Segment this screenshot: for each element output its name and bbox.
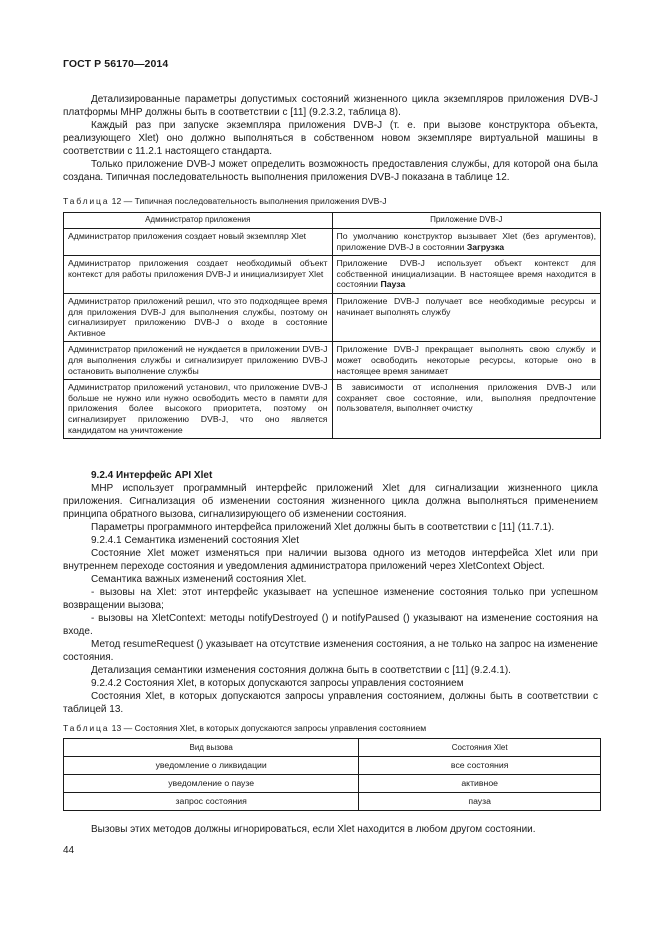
- cell-text: По умолчанию конструктор вызывает Xlet (без аргументов), приложение DVB-J в состоянии: [336, 231, 596, 252]
- table-12-cell-app: [332, 256, 601, 294]
- table-row: [64, 380, 601, 439]
- table-12-cell-app: [332, 229, 601, 256]
- section-block: [63, 469, 598, 716]
- table-12-cell-admin: Администратор приложений решил, что это подходящее время для приложения DVB-J для выполнения службы, поэтому он сигнализирует приложению DVB-J о входе в состояние Активное: [64, 293, 333, 341]
- table-row: [64, 342, 601, 380]
- subsection-heading-1: 9.2.4.1 Семантика изменений состояния Xlet: [91, 535, 300, 546]
- table-13-header-call: Вид вызова: [64, 739, 359, 757]
- table-12-cell-admin: Администратор приложения создает необходимый объект контекст для работы приложения DVB-J и инициализирует Xlet: [64, 256, 333, 294]
- table-13-cell-call: уведомление о ликвидации: [64, 757, 359, 775]
- table-13-caption-text: 13 — Состояния Xlet, в которых допускаются запросы управления состоянием: [109, 723, 427, 733]
- intro-paragraph-2: Каждый раз при запуске экземпляра приложения DVB-J (т. е. при вызове конструктора объекта, реализующего Xlet) оно должно выполняться в собственном новом экземпляре виртуальной машины в соответствии с 11.2.1 настоящего стандарта.: [63, 120, 598, 157]
- section-paragraph-6: Детализация семантики изменения состояния должна быть в соответствии с [11] (9.2.4.1).: [91, 665, 511, 676]
- section-paragraph-5: Метод resumeRequest () указывает на отсутствие изменения состояния, а не только на запрос на изменение состояния.: [63, 639, 598, 663]
- table-12-cell-app: В зависимости от исполнения приложения DVB-J или сохраняет свое состояние, или, выполняя предпочтение пользователя, выполняет очистку: [332, 380, 601, 439]
- table-12-header-admin: Администратор приложения: [64, 213, 333, 229]
- closing-paragraph: Вызовы этих методов должны игнорироваться, если Xlet находится в любом другом состоянии.: [91, 824, 536, 835]
- state-name: Загрузка: [466, 241, 505, 252]
- table-13-header-row: [64, 739, 601, 757]
- table-12-cell-app: Приложение DVB-J получает все необходимые ресурсы и начинает выполнять службу: [332, 293, 601, 341]
- intro-paragraph-3: Только приложение DVB-J может определить возможность предоставления службы, для которой она была создана. Типичная последовательность выполнения приложения DVB-J показана в таблице 12.: [63, 159, 598, 183]
- table-row: [64, 293, 601, 341]
- table-row: [64, 775, 601, 793]
- table-row: [64, 256, 601, 294]
- table-12-caption-text: 12 — Типичная последовательность выполнения приложения DVB-J: [109, 196, 387, 206]
- section-paragraph-4: Семантика важных изменений состояния Xlet.: [91, 574, 307, 585]
- table-12-cell-admin: Администратор приложения создает новый экземпляр Xlet: [64, 229, 333, 256]
- table-13-cell-call: запрос состояния: [64, 793, 359, 811]
- table-13-header-state: Состояния Xlet: [359, 739, 601, 757]
- table-row: [64, 757, 601, 775]
- subsection-heading-2: 9.2.4.2 Состояния Xlet, в которых допускаются запросы управления состоянием: [91, 678, 464, 689]
- table-13-cell-call: уведомление о паузе: [64, 775, 359, 793]
- section-paragraph-7: Состояния Xlet, в которых допускаются запросы управления состоянием, должны быть в соответствии с таблицей 13.: [63, 691, 598, 715]
- closing-block: [63, 823, 598, 836]
- table-12-caption: [63, 196, 603, 207]
- standard-code: ГОСТ Р 56170—2014: [63, 58, 169, 70]
- table-13: [63, 738, 601, 811]
- table-13-cell-state: пауза: [359, 793, 601, 811]
- section-paragraph-3: Состояние Xlet может изменяться при наличии вызова одного из методов интерфейса Xlet или при внутреннем переходе состояния и уведомления администратора приложений через XletContext Object.: [63, 548, 598, 572]
- table-row: [64, 229, 601, 256]
- table-12-header-app: Приложение DVB-J: [332, 213, 601, 229]
- table-13-cell-state: все состояния: [359, 757, 601, 775]
- table-12-caption-word: Таблица: [63, 196, 110, 206]
- state-name: Пауза: [380, 279, 406, 290]
- table-12-header-row: [64, 213, 601, 229]
- table-12-cell-admin: Администратор приложений установил, что приложение DVB-J больше не нужно или нужно освободить место в памяти для приложения более высокого приоритета, поэтому он сигнализирует приложению DVB-J, что оно является кандидатом на уничтожение: [64, 380, 333, 439]
- list-item: - вызовы на Xlet: этот интерфейс указывает на успешное изменение состояния только при успешном возвращении вызова;: [63, 587, 598, 611]
- table-row: [64, 793, 601, 811]
- section-paragraph-1: МНР использует программный интерфейс приложений Xlet для сигнализации жизненного цикла приложения. Сигнализация об изменении состояния жизненного цикла должна выполняться применением принципа обратного вызова, сигнализирующего об изменении состояния.: [63, 483, 598, 520]
- table-13-caption-word: Таблица: [63, 723, 110, 733]
- page-number: 44: [63, 845, 75, 856]
- intro-paragraph-1: Детализированные параметры допустимых состояний жизненного цикла экземпляров приложения DVB-J платформы МНР должны быть в соответствии с [11] (9.2.3.2, таблица 8).: [63, 94, 598, 118]
- table-12-cell-app: Приложение DVB-J прекращает выполнять свою службу и может освободить некоторые ресурсы, которые оно в настоящее время занимает: [332, 342, 601, 380]
- table-13-caption: [63, 723, 603, 734]
- section-heading: 9.2.4 Интерфейс API Xlet: [91, 470, 213, 481]
- intro-block: [63, 93, 598, 184]
- list-item: - вызовы на XletContext: методы notifyDestroyed () и notifyPaused () указывают на изменение состояния на входе.: [63, 613, 598, 637]
- section-paragraph-2: Параметры программного интерфейса приложений Xlet должны быть в соответствии с [11] (11.7.1).: [91, 522, 555, 533]
- table-13-cell-state: активное: [359, 775, 601, 793]
- cell-text: Приложение DVB-J использует объект контекст для собственной инициализации. В настоящее время находится в состоянии: [336, 258, 596, 290]
- table-12-cell-admin: Администратор приложений не нуждается в приложении DVB-J для выполнения службы и сигнализирует приложению DVB-J остановить выполнение службы: [64, 342, 333, 380]
- table-12: [63, 212, 601, 439]
